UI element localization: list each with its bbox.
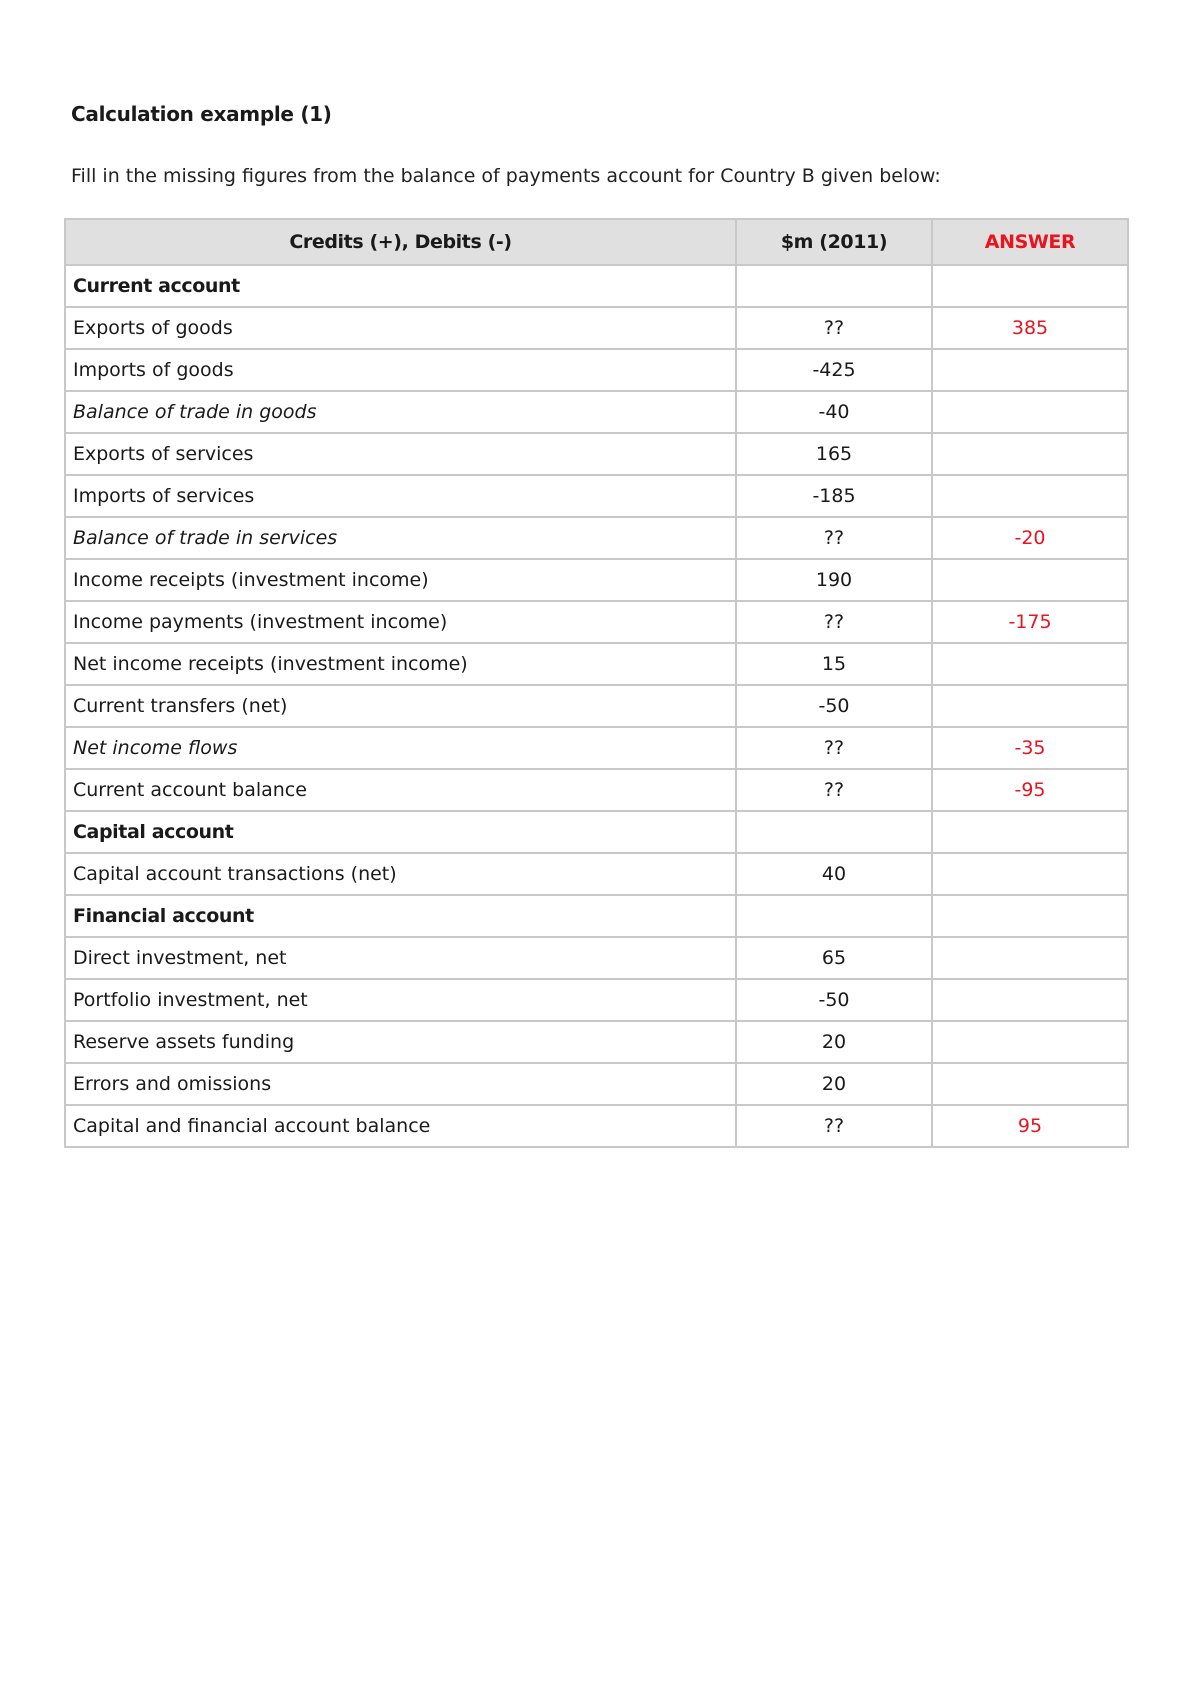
- row-value: ??: [736, 1105, 932, 1147]
- table-row: [65, 769, 1128, 811]
- table-row: [65, 853, 1128, 895]
- row-label: Capital account: [65, 811, 736, 853]
- row-value: ??: [736, 601, 932, 643]
- row-value: 190: [736, 559, 932, 601]
- row-answer: [932, 979, 1128, 1021]
- table-row: [65, 1063, 1128, 1105]
- row-answer: [932, 391, 1128, 433]
- table-row: [65, 559, 1128, 601]
- row-label: Capital account transactions (net): [65, 853, 736, 895]
- row-answer: -35: [932, 727, 1128, 769]
- table-row: [65, 979, 1128, 1021]
- table-row: [65, 433, 1128, 475]
- row-value: [736, 811, 932, 853]
- table-row: [65, 517, 1128, 559]
- document-intro: Fill in the missing figures from the balance of payments account for Country B given below:: [71, 165, 941, 187]
- row-label: Errors and omissions: [65, 1063, 736, 1105]
- table-body: [65, 265, 1128, 1147]
- row-label: Portfolio investment, net: [65, 979, 736, 1021]
- row-answer: [932, 895, 1128, 937]
- row-label: Balance of trade in goods: [65, 391, 736, 433]
- row-answer: [932, 643, 1128, 685]
- row-value: 165: [736, 433, 932, 475]
- row-label: Current account balance: [65, 769, 736, 811]
- row-answer: [932, 475, 1128, 517]
- table-row: [65, 391, 1128, 433]
- row-value: -40: [736, 391, 932, 433]
- section-header-row: [65, 265, 1128, 307]
- header-value-2011: $m (2011): [736, 219, 932, 265]
- row-answer: [932, 1021, 1128, 1063]
- row-answer: [932, 433, 1128, 475]
- row-label: Reserve assets funding: [65, 1021, 736, 1063]
- header-answer: ANSWER: [932, 219, 1128, 265]
- table-row: [65, 1021, 1128, 1063]
- row-value: ??: [736, 769, 932, 811]
- row-value: ??: [736, 307, 932, 349]
- table-row: [65, 937, 1128, 979]
- row-answer: [932, 349, 1128, 391]
- row-answer: [932, 1063, 1128, 1105]
- row-value: ??: [736, 517, 932, 559]
- row-answer: [932, 811, 1128, 853]
- row-answer: [932, 265, 1128, 307]
- row-value: -425: [736, 349, 932, 391]
- row-answer: [932, 559, 1128, 601]
- table-row: [65, 601, 1128, 643]
- row-label: Imports of goods: [65, 349, 736, 391]
- row-value: -50: [736, 685, 932, 727]
- table-row: [65, 349, 1128, 391]
- row-label: Income receipts (investment income): [65, 559, 736, 601]
- row-value: 65: [736, 937, 932, 979]
- row-value: [736, 265, 932, 307]
- row-answer: 385: [932, 307, 1128, 349]
- header-credits-debits: Credits (+), Debits (-): [65, 219, 736, 265]
- row-label: Imports of services: [65, 475, 736, 517]
- table-row: [65, 727, 1128, 769]
- row-value: [736, 895, 932, 937]
- row-label: Exports of goods: [65, 307, 736, 349]
- row-label: Direct investment, net: [65, 937, 736, 979]
- row-label: Balance of trade in services: [65, 517, 736, 559]
- table-row: [65, 1105, 1128, 1147]
- row-label: Current transfers (net): [65, 685, 736, 727]
- row-answer: [932, 685, 1128, 727]
- table-row: [65, 685, 1128, 727]
- row-answer: 95: [932, 1105, 1128, 1147]
- section-header-row: [65, 895, 1128, 937]
- row-answer: -95: [932, 769, 1128, 811]
- row-label: Capital and financial account balance: [65, 1105, 736, 1147]
- row-answer: -175: [932, 601, 1128, 643]
- row-label: Net income receipts (investment income): [65, 643, 736, 685]
- row-label: Net income flows: [65, 727, 736, 769]
- table-row: [65, 307, 1128, 349]
- row-label: Exports of services: [65, 433, 736, 475]
- balance-of-payments-table: [64, 218, 1129, 1148]
- row-answer: [932, 937, 1128, 979]
- section-header-row: [65, 811, 1128, 853]
- table-header-row: [65, 219, 1128, 265]
- row-value: ??: [736, 727, 932, 769]
- row-answer: [932, 853, 1128, 895]
- row-value: 40: [736, 853, 932, 895]
- document-title: Calculation example (1): [71, 102, 332, 126]
- row-label: Financial account: [65, 895, 736, 937]
- row-value: 20: [736, 1063, 932, 1105]
- row-value: -185: [736, 475, 932, 517]
- row-value: 15: [736, 643, 932, 685]
- row-answer: -20: [932, 517, 1128, 559]
- row-label: Current account: [65, 265, 736, 307]
- table-row: [65, 643, 1128, 685]
- row-label: Income payments (investment income): [65, 601, 736, 643]
- row-value: -50: [736, 979, 932, 1021]
- row-value: 20: [736, 1021, 932, 1063]
- table-row: [65, 475, 1128, 517]
